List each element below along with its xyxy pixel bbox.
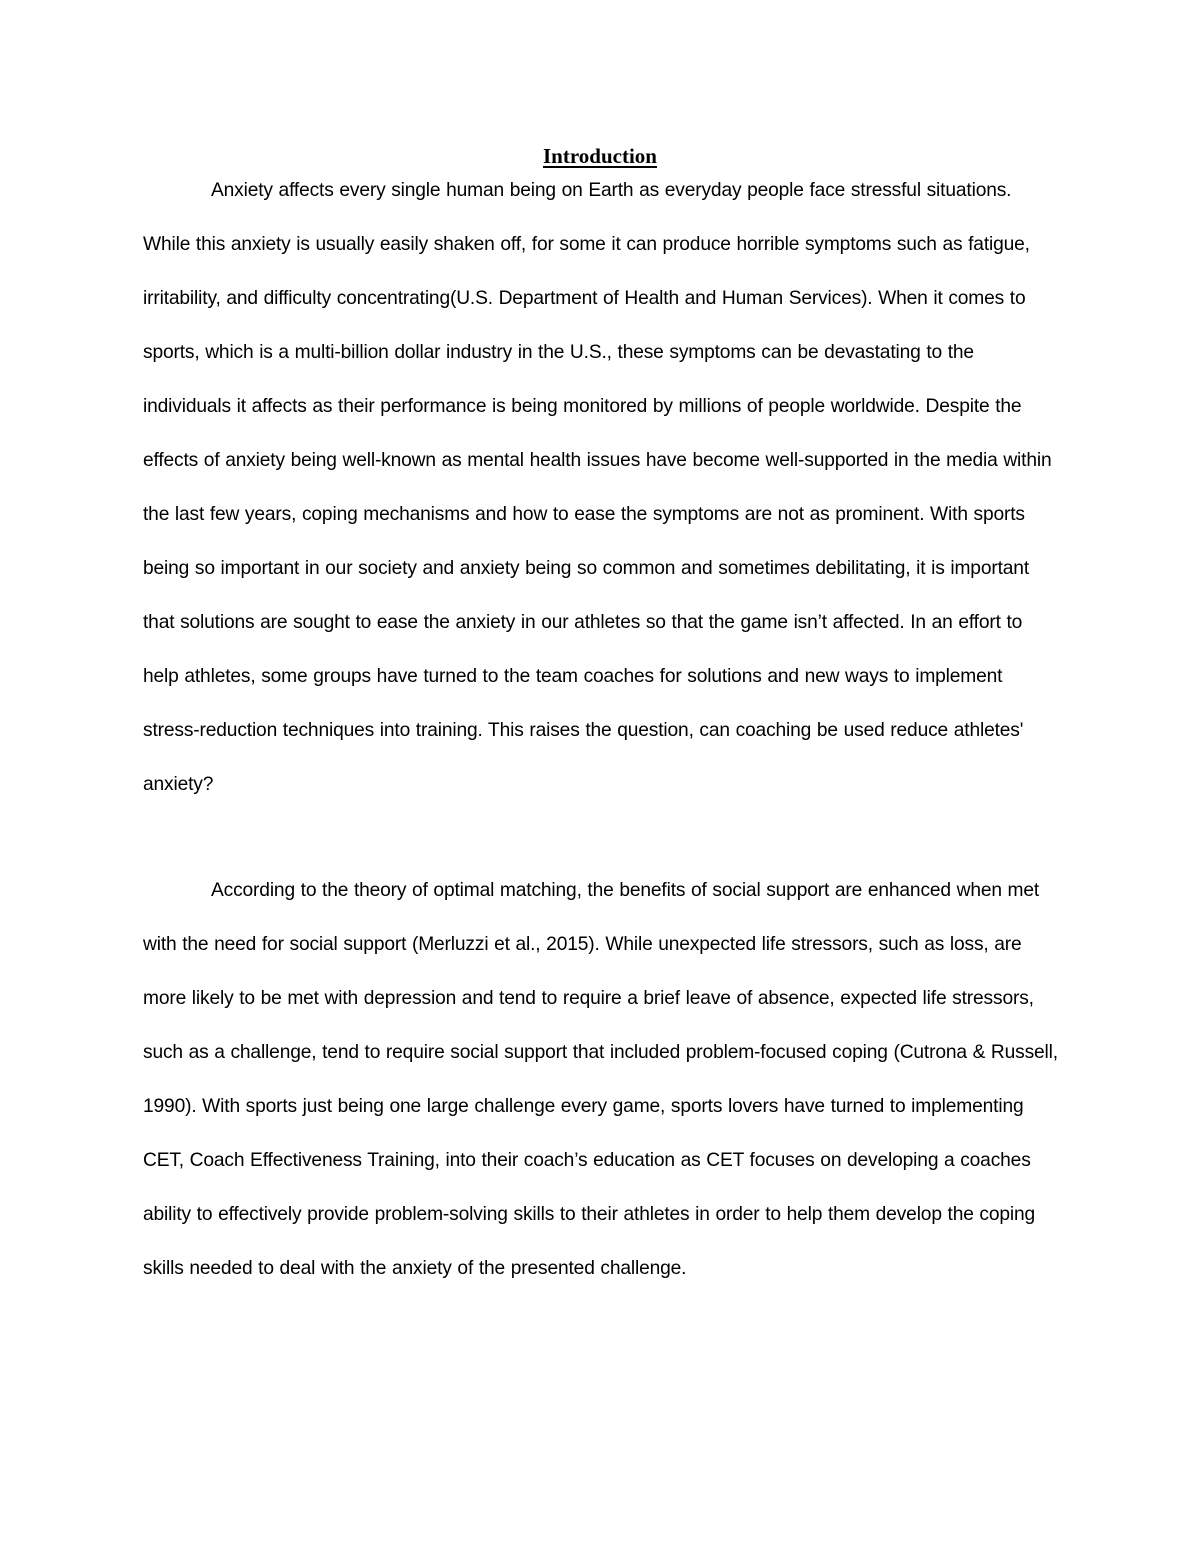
section-heading: Introduction: [543, 144, 657, 168]
body-paragraph-2: According to the theory of optimal matching, the benefits of social support are enhanced when met with the need for social support (Merluzzi et al., 2015). While unexpected life stressors, such as loss, are more likely to be met with depression and tend to require a brief leave of absence, expected life stressors, such as a challenge, tend to require social support that included problem-focused coping (Cutrona & Russell, 1990). With sports just being one large challenge every game, sports lovers have turned to implementing CET, Coach Effectiveness Training, into their coach’s education as CET focuses on developing a coaches ability to effectively provide problem-solving skills to their athletes in order to help them develop the coping skills needed to deal with the anxiety of the presented challenge.: [143, 880, 1058, 1279]
body-paragraph-1: Anxiety affects every single human being on Earth as everyday people face stressful situations. While this anxiety is usually easily shaken off, for some it can produce horrible symptoms such as fatigue, irritability, and difficulty concentrating(U.S. Department of Health and Human Services). When it comes to sports, which is a multi-billion dollar industry in the U.S., these symptoms can be devastating to the individuals it affects as their performance is being monitored by millions of people worldwide. Despite the effects of anxiety being well-known as mental health issues have become well-supported in the media within the last few years, coping mechanisms and how to ease the symptoms are not as prominent. With sports being so important in our society and anxiety being so common and sometimes debilitating, it is important that solutions are sought to ease the anxiety in our athletes so that the game isn’t affected. In an effort to help athletes, some groups have turned to the team coaches for solutions and new ways to implement stress-reduction techniques into training. This raises the question, can coaching be used reduce athletes' anxiety?: [143, 180, 1052, 795]
